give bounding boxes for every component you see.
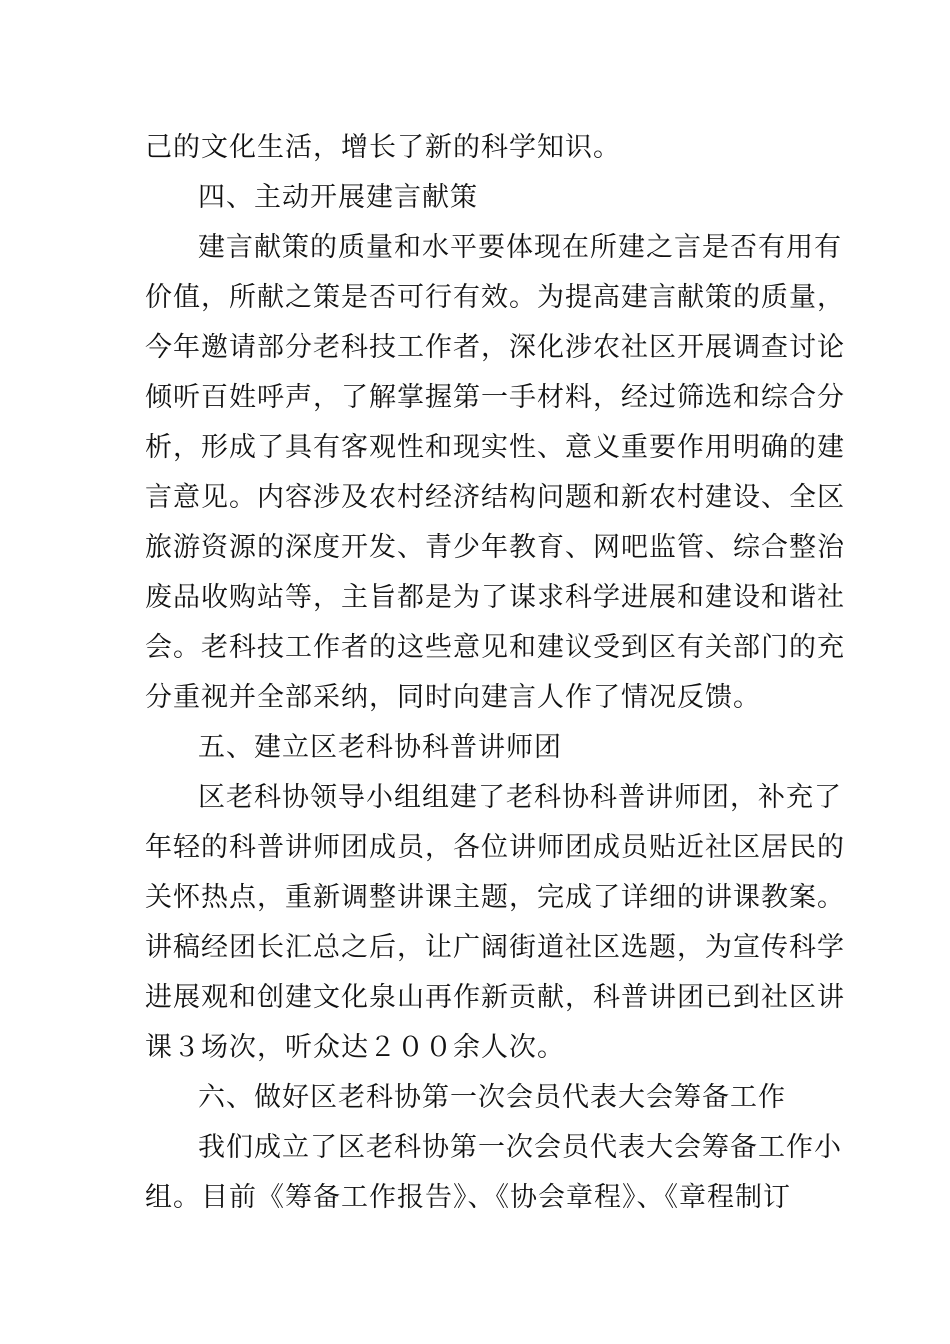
text-line: 组。目前《筹备工作报告》、《协会章程》、《章程制订 — [145, 1182, 791, 1213]
text-line: 己的文化生活，增长了新的科学知识。 — [145, 132, 621, 163]
section-heading: 四、主动开展建言献策 — [198, 182, 478, 213]
paragraph-first-line: 我们成立了区老科协第一次会员代表大会筹备工作小 — [198, 1132, 842, 1163]
text-line: 倾听百姓呼声，了解掌握第一手材料，经过筛选和综合分 — [145, 382, 845, 413]
section-heading: 五、建立区老科协科普讲师团 — [198, 732, 562, 763]
text-line: 课３场次，听众达２００余人次。 — [145, 1032, 565, 1063]
text-line: 今年邀请部分老科技工作者，深化涉农社区开展调查讨论 — [145, 332, 845, 363]
text-line: 会。老科技工作者的这些意见和建议受到区有关部门的充 — [145, 632, 845, 663]
text-line: 析，形成了具有客观性和现实性、意义重要作用明确的建 — [145, 432, 845, 463]
text-line: 分重视并全部采纳，同时向建言人作了情况反馈。 — [145, 682, 761, 713]
text-line: 关怀热点，重新调整讲课主题，完成了详细的讲课教案。 — [145, 882, 845, 913]
section-heading: 六、做好区老科协第一次会员代表大会筹备工作 — [198, 1082, 786, 1113]
text-line: 言意见。内容涉及农村经济结构问题和新农村建设、全区 — [145, 482, 845, 513]
text-line: 年轻的科普讲师团成员，各位讲师团成员贴近社区居民的 — [145, 832, 845, 863]
text-line: 废品收购站等，主旨都是为了谋求科学进展和建设和谐社 — [145, 582, 845, 613]
paragraph-first-line: 建言献策的质量和水平要体现在所建之言是否有用有 — [198, 232, 842, 263]
paragraph-first-line: 区老科协领导小组组建了老科协科普讲师团，补充了 — [198, 782, 842, 813]
text-line: 价值，所献之策是否可行有效。为提高建言献策的质量， — [145, 282, 845, 313]
text-line: 讲稿经团长汇总之后，让广阔街道社区选题，为宣传科学 — [145, 932, 845, 963]
text-line: 旅游资源的深度开发、青少年教育、网吧监管、综合整治 — [145, 532, 845, 563]
text-line: 进展观和创建文化泉山再作新贡献，科普讲团已到社区讲 — [145, 982, 845, 1013]
